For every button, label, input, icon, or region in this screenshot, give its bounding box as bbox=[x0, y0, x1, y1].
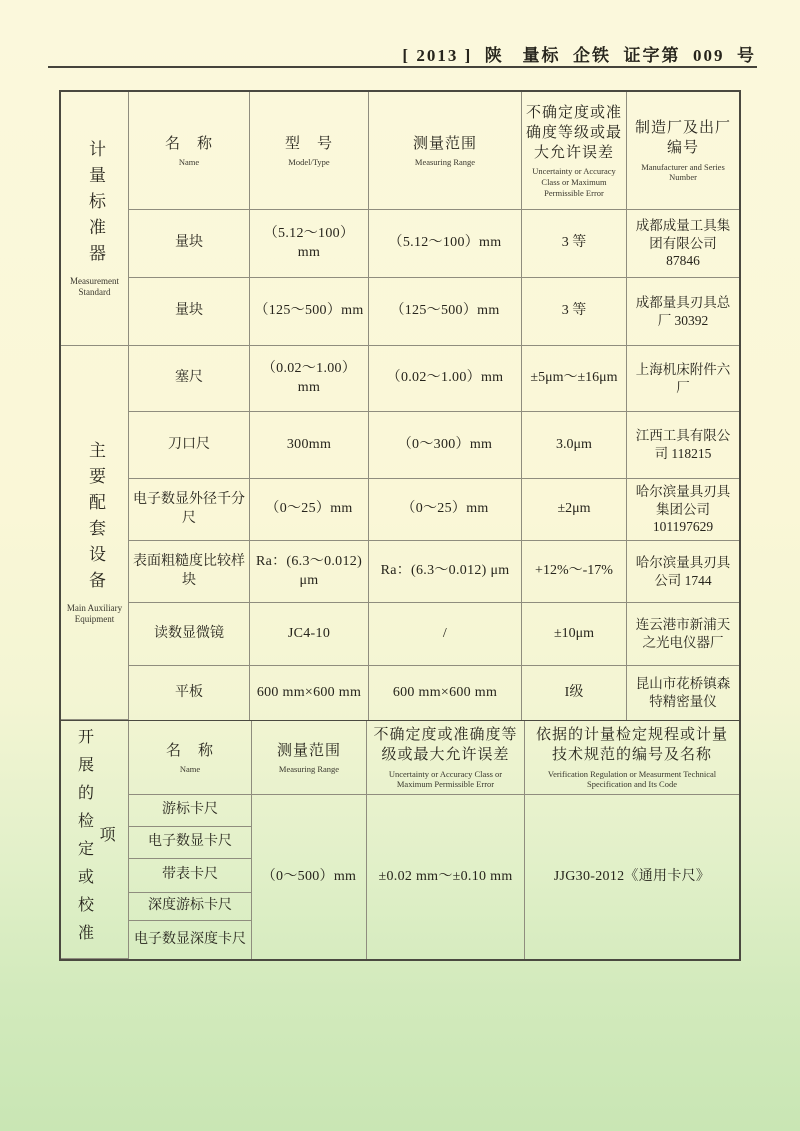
cell-error: I级 bbox=[522, 666, 627, 720]
cell-error: 3 等 bbox=[522, 210, 627, 278]
section-label-measurement-standard bbox=[61, 92, 129, 346]
cell-item-name: 电子数显深度卡尺 bbox=[129, 921, 252, 959]
cell-manufacturer: 上海机床附件六厂 bbox=[627, 346, 739, 412]
col-header-zh: 名 称 bbox=[164, 135, 213, 152]
col-header-zh: 测量范围 bbox=[276, 742, 341, 759]
section-label-zh: 计量标准器 bbox=[85, 139, 105, 270]
section-label-en: Main Auxiliary Equipment bbox=[66, 602, 123, 624]
cell-manufacturer: 成都量具刃具总厂 30392 bbox=[627, 278, 739, 346]
cell-shared-range: （0～500）mm bbox=[252, 795, 367, 959]
col-header-zh: 依据的计量检定规程或计量技术规范的编号及名称 bbox=[535, 727, 728, 764]
measurement-standards-table bbox=[61, 92, 739, 720]
cell-model: （125～500）mm bbox=[250, 278, 369, 346]
col-header-measuring-range bbox=[369, 92, 522, 210]
col-header-en: Verification Regulation or Measurment Technical Specification and Its Code bbox=[547, 768, 717, 790]
cell-name: 刀口尺 bbox=[129, 412, 250, 479]
col-header-en: Name bbox=[179, 763, 201, 774]
cell-item-name: 带表卡尺 bbox=[129, 859, 252, 893]
cell-error: 3 等 bbox=[522, 278, 627, 346]
col-header-en: Measuring Range bbox=[278, 763, 340, 774]
cell-range: / bbox=[369, 603, 522, 666]
section-label-main-auxiliary-equipment bbox=[61, 346, 129, 720]
cell-error: ±10μm bbox=[522, 603, 627, 666]
cell-range: （0～25）mm bbox=[369, 479, 522, 541]
equipment-tables bbox=[59, 90, 741, 961]
cell-name: 电子数显外径千分尺 bbox=[129, 479, 250, 541]
cell-manufacturer: 哈尔滨量具刃具公司 1744 bbox=[627, 541, 739, 603]
cell-shared-error: ±0.02 mm～±0.10 mm bbox=[367, 795, 525, 959]
col-header-en: Uncertainty or Accuracy Class or Maximum Permissible Error bbox=[532, 166, 616, 198]
cell-model: JC4-10 bbox=[250, 603, 369, 666]
cell-manufacturer: 江西工具有限公司 118215 bbox=[627, 412, 739, 479]
header-underline bbox=[48, 66, 757, 68]
col-header-uncertainty bbox=[367, 721, 525, 795]
cell-error: +12%～-17% bbox=[522, 541, 627, 603]
cell-name: 量块 bbox=[129, 210, 250, 278]
cell-model: 600 mm×600 mm bbox=[250, 666, 369, 720]
cell-error: 3.0μm bbox=[522, 412, 627, 479]
section-label-verification-items bbox=[61, 721, 129, 959]
col-header-en: Uncertainty or Accuracy Class or Maximum Permissible Error bbox=[388, 768, 503, 790]
cell-shared-regulation: JJG30-2012《通用卡尺》 bbox=[553, 868, 711, 884]
cell-range: Ra：(6.3～0.012) μm bbox=[369, 541, 522, 603]
col-header-zh: 名 称 bbox=[165, 742, 214, 759]
cell-model: （0.02～1.00）mm bbox=[250, 346, 369, 412]
col-header-uncertainty bbox=[522, 92, 627, 210]
col-header-en: Model/Type bbox=[288, 156, 330, 167]
cell-manufacturer: 连云港市新浦天之光电仪器厂 bbox=[627, 603, 739, 666]
cell-item-name: 深度游标卡尺 bbox=[129, 893, 252, 921]
cell-item-name: 游标卡尺 bbox=[129, 795, 252, 827]
cell-name: 塞尺 bbox=[129, 346, 250, 412]
col-header-name bbox=[129, 721, 252, 795]
cell-name: 平板 bbox=[129, 666, 250, 720]
cell-model: Ra：(6.3～0.012) μm bbox=[250, 541, 369, 603]
col-header-manufacturer bbox=[627, 92, 739, 210]
section-label-en: Measurement Standard bbox=[70, 275, 119, 297]
cell-range: 600 mm×600 mm bbox=[369, 666, 522, 720]
cell-name: 读数显微镜 bbox=[129, 603, 250, 666]
cell-range: （5.12～100）mm bbox=[369, 210, 522, 278]
cell-error: ±2μm bbox=[522, 479, 627, 541]
col-header-name bbox=[129, 92, 250, 210]
col-header-model bbox=[250, 92, 369, 210]
col-header-en: Measuring Range bbox=[414, 156, 476, 167]
cell-error: ±5μm～±16μm bbox=[522, 346, 627, 412]
col-header-zh: 测量范围 bbox=[412, 135, 477, 152]
col-header-zh: 不确定度或准确度等级或最大允许误差 bbox=[526, 104, 623, 162]
cell-model: （5.12～100）mm bbox=[250, 210, 369, 278]
cell-item-name: 电子数显卡尺 bbox=[129, 827, 252, 859]
cell-model: 300mm bbox=[250, 412, 369, 479]
section-label-zh: 主要配套设备 bbox=[85, 440, 105, 597]
col-header-en: Name bbox=[178, 156, 200, 167]
certificate-number: [ 2013 ] 陕 量标 企铁 证字第 009 号 bbox=[402, 46, 756, 65]
col-header-measuring-range bbox=[252, 721, 367, 795]
cell-range: （0.02～1.00）mm bbox=[369, 346, 522, 412]
col-header-zh: 型 号 bbox=[284, 135, 333, 152]
cell-name: 表面粗糙度比较样块 bbox=[129, 541, 250, 603]
col-header-en: Manufacturer and Series Number bbox=[641, 161, 725, 183]
cell-model: （0～25）mm bbox=[250, 479, 369, 541]
cell-range: （0～300）mm bbox=[369, 412, 522, 479]
cell-manufacturer: 成都成量工具集团有限公司 87846 bbox=[627, 210, 739, 278]
verification-items-table bbox=[61, 720, 739, 959]
section-label-zh: 开展的检定或校准项 bbox=[75, 727, 115, 952]
col-header-regulation bbox=[525, 721, 739, 795]
cell-name: 量块 bbox=[129, 278, 250, 346]
col-header-zh: 制造厂及出厂编号 bbox=[634, 120, 731, 157]
col-header-zh: 不确定度或准确度等级或最大允许误差 bbox=[373, 727, 518, 764]
cell-range: （125～500）mm bbox=[369, 278, 522, 346]
cell-manufacturer: 哈尔滨量具刃具集团公司 101197629 bbox=[627, 479, 739, 541]
cell-manufacturer: 昆山市花桥镇森特精密量仪 bbox=[635, 676, 731, 709]
